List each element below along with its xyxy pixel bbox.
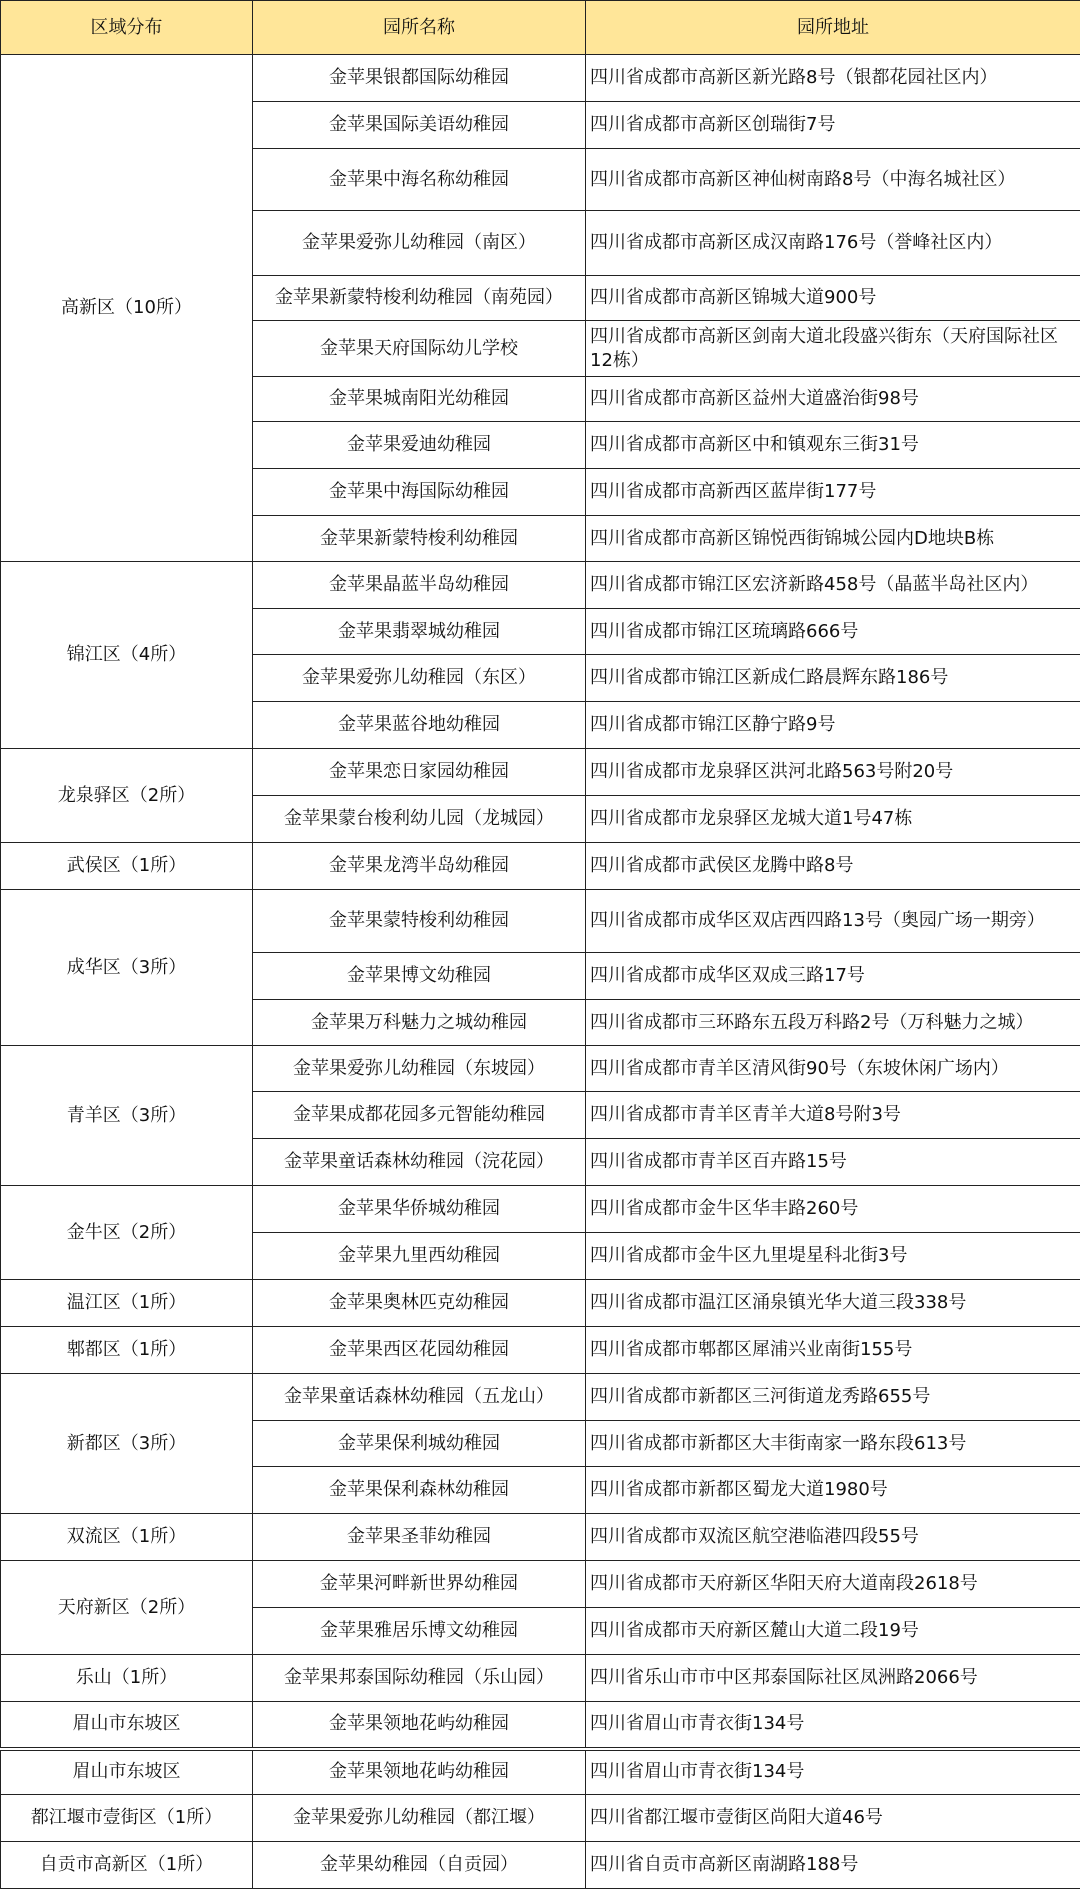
address-cell: 四川省成都市高新区中和镇观东三街31号 [586,422,1080,469]
name-cell: 金苹果河畔新世界幼稚园 [253,1561,586,1608]
table-row [1,1795,1080,1842]
name-cell: 金苹果华侨城幼稚园 [253,1186,586,1233]
name-cell: 金苹果蒙台梭利幼儿园（龙城园） [253,796,586,843]
address-cell: 四川省成都市新都区蜀龙大道1980号 [586,1467,1080,1514]
region-cell: 青羊区（3所） [1,1046,253,1186]
table-body [1,55,1080,1889]
address-cell: 四川省成都市高新西区蓝岸街177号 [586,469,1080,516]
region-cell: 都江堰市壹街区（1所） [1,1795,253,1842]
table-row [1,1702,1080,1749]
address-cell: 四川省成都市金牛区九里堤星科北街3号 [586,1233,1080,1280]
name-cell: 金苹果爱弥儿幼稚园（东区） [253,655,586,702]
name-cell: 金苹果中海国际幼稚园 [253,469,586,516]
table-row [1,1186,1080,1233]
address-cell: 四川省成都市武侯区龙腾中路8号 [586,843,1080,890]
region-cell: 眉山市东坡区 [1,1702,253,1749]
address-cell: 四川省成都市锦江区琉璃路666号 [586,609,1080,655]
address-cell: 四川省乐山市市中区邦泰国际社区凤洲路2066号 [586,1655,1080,1702]
name-cell: 金苹果幼稚园（自贡园） [253,1842,586,1889]
name-cell: 金苹果领地花屿幼稚园 [253,1749,586,1795]
name-cell: 金苹果保利城幼稚园 [253,1421,586,1467]
address-cell: 四川省成都市锦江区新成仁路晨辉东路186号 [586,655,1080,702]
address-cell: 四川省成都市高新区剑南大道北段盛兴街东（天府国际社区12栋） [586,321,1080,377]
table-row [1,1749,1080,1795]
region-cell: 双流区（1所） [1,1514,253,1561]
name-cell: 金苹果奥林匹克幼稚园 [253,1280,586,1327]
table-row [1,1327,1080,1374]
region-cell: 温江区（1所） [1,1280,253,1327]
region-cell: 武侯区（1所） [1,843,253,890]
name-cell: 金苹果中海名称幼稚园 [253,149,586,211]
address-cell: 四川省成都市高新区新光路8号（银都花园社区内） [586,55,1080,102]
table-row [1,1561,1080,1608]
address-cell: 四川省成都市金牛区华丰路260号 [586,1186,1080,1233]
region-cell: 金牛区（2所） [1,1186,253,1280]
table-row [1,843,1080,890]
name-cell: 金苹果成都花园多元智能幼稚园 [253,1092,586,1139]
name-cell: 金苹果博文幼稚园 [253,953,586,1000]
address-cell: 四川省成都市高新区益州大道盛治街98号 [586,377,1080,422]
name-cell: 金苹果蓝谷地幼稚园 [253,702,586,749]
name-cell: 金苹果恋日家园幼稚园 [253,749,586,796]
address-cell: 四川省成都市天府新区麓山大道二段19号 [586,1608,1080,1655]
name-cell: 金苹果西区花园幼稚园 [253,1327,586,1374]
address-cell: 四川省成都市高新区成汉南路176号（誉峰社区内） [586,211,1080,276]
address-cell: 四川省成都市高新区神仙树南路8号（中海名城社区） [586,149,1080,211]
table-row [1,890,1080,953]
name-cell: 金苹果爱弥儿幼稚园（都江堰） [253,1795,586,1842]
address-cell: 四川省眉山市青衣街134号 [586,1702,1080,1749]
name-cell: 金苹果万科魅力之城幼稚园 [253,1000,586,1046]
table-row [1,749,1080,796]
table-row [1,1046,1080,1092]
name-cell: 金苹果新蒙特梭利幼稚园（南苑园） [253,276,586,321]
name-cell: 金苹果城南阳光幼稚园 [253,377,586,422]
address-cell: 四川省成都市成华区双成三路17号 [586,953,1080,1000]
address-cell: 四川省成都市青羊区百卉路15号 [586,1139,1080,1186]
name-cell: 金苹果雅居乐博文幼稚园 [253,1608,586,1655]
address-cell: 四川省成都市郫都区犀浦兴业南街155号 [586,1327,1080,1374]
name-cell: 金苹果新蒙特梭利幼稚园 [253,516,586,562]
name-cell: 金苹果天府国际幼儿学校 [253,321,586,377]
address-cell: 四川省成都市高新区锦悦西街锦城公园内D地块B栋 [586,516,1080,562]
region-cell: 新都区（3所） [1,1374,253,1514]
region-cell: 自贡市高新区（1所） [1,1842,253,1889]
address-cell: 四川省成都市温江区涌泉镇光华大道三段338号 [586,1280,1080,1327]
header-name: 园所名称 [253,1,586,55]
table-row [1,1655,1080,1702]
name-cell: 金苹果童话森林幼稚园（浣花园） [253,1139,586,1186]
address-cell: 四川省成都市天府新区华阳天府大道南段2618号 [586,1561,1080,1608]
address-cell: 四川省成都市青羊区清风街90号（东坡休闲广场内） [586,1046,1080,1092]
address-cell: 四川省都江堰市壹街区尚阳大道46号 [586,1795,1080,1842]
region-cell: 龙泉驿区（2所） [1,749,253,843]
table-row [1,562,1080,609]
region-cell: 郫都区（1所） [1,1327,253,1374]
region-cell: 锦江区（4所） [1,562,253,749]
address-cell: 四川省成都市龙泉驿区龙城大道1号47栋 [586,796,1080,843]
region-cell: 眉山市东坡区 [1,1749,253,1795]
name-cell: 金苹果邦泰国际幼稚园（乐山园） [253,1655,586,1702]
region-cell: 高新区（10所） [1,55,253,562]
region-cell: 乐山（1所） [1,1655,253,1702]
header-address: 园所地址 [586,1,1080,55]
address-cell: 四川省成都市高新区锦城大道900号 [586,276,1080,321]
address-cell: 四川省成都市锦江区宏济新路458号（晶蓝半岛社区内） [586,562,1080,609]
name-cell: 金苹果国际美语幼稚园 [253,102,586,149]
header-row [1,1,1080,55]
header-region: 区域分布 [1,1,253,55]
name-cell: 金苹果保利森林幼稚园 [253,1467,586,1514]
name-cell: 金苹果爱弥儿幼稚园（东坡园） [253,1046,586,1092]
address-cell: 四川省成都市新都区三河街道龙秀路655号 [586,1374,1080,1421]
name-cell: 金苹果圣菲幼稚园 [253,1514,586,1561]
name-cell: 金苹果银都国际幼稚园 [253,55,586,102]
table-row [1,1374,1080,1421]
table-row [1,55,1080,102]
name-cell: 金苹果晶蓝半岛幼稚园 [253,562,586,609]
address-cell: 四川省成都市新都区大丰街南家一路东段613号 [586,1421,1080,1467]
name-cell: 金苹果蒙特梭利幼稚园 [253,890,586,953]
name-cell: 金苹果翡翠城幼稚园 [253,609,586,655]
address-cell: 四川省成都市高新区创瑞街7号 [586,102,1080,149]
name-cell: 金苹果领地花屿幼稚园 [253,1702,586,1749]
address-cell: 四川省成都市成华区双店西四路13号（奥园广场一期旁） [586,890,1080,953]
region-cell: 成华区（3所） [1,890,253,1046]
name-cell: 金苹果爱迪幼稚园 [253,422,586,469]
address-cell: 四川省成都市青羊区青羊大道8号附3号 [586,1092,1080,1139]
address-cell: 四川省眉山市青衣街134号 [586,1749,1080,1795]
name-cell: 金苹果童话森林幼稚园（五龙山） [253,1374,586,1421]
name-cell: 金苹果龙湾半岛幼稚园 [253,843,586,890]
table-row [1,1514,1080,1561]
table-row [1,1842,1080,1889]
name-cell: 金苹果爱弥儿幼稚园（南区） [253,211,586,276]
address-cell: 四川省成都市三环路东五段万科路2号（万科魅力之城） [586,1000,1080,1046]
address-cell: 四川省成都市双流区航空港临港四段55号 [586,1514,1080,1561]
address-cell: 四川省成都市锦江区静宁路9号 [586,702,1080,749]
name-cell: 金苹果九里西幼稚园 [253,1233,586,1280]
table-row [1,1280,1080,1327]
address-cell: 四川省自贡市高新区南湖路188号 [586,1842,1080,1889]
address-cell: 四川省成都市龙泉驿区洪河北路563号附20号 [586,749,1080,796]
region-cell: 天府新区（2所） [1,1561,253,1655]
